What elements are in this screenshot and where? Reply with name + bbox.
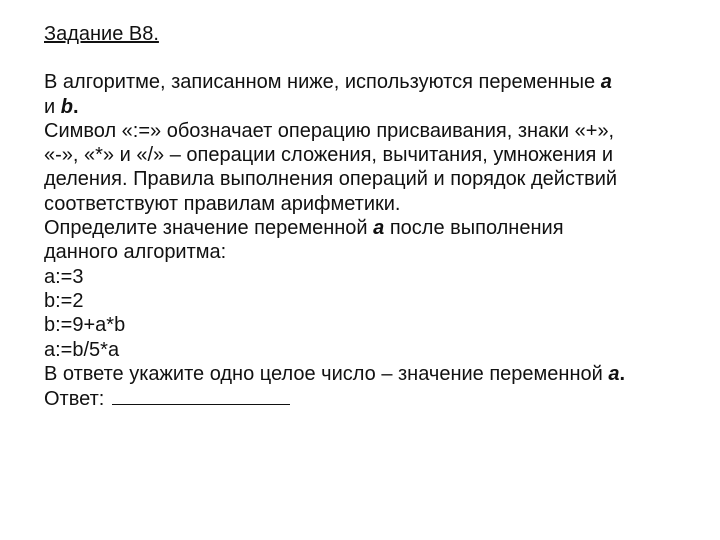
question-line-1 [44, 216, 694, 240]
answer-blank[interactable] [112, 386, 290, 405]
intro-text-2: и [44, 95, 61, 118]
code-line: b:=2 [44, 289, 84, 312]
question-line-2: данного алгоритма: [44, 241, 227, 264]
answer-line [44, 386, 694, 411]
intro-line-2 [44, 95, 694, 119]
task-title: Задание B8. [44, 23, 159, 45]
question-text-suffix: после выполнения [384, 217, 564, 240]
variable-a-instruction: a [608, 362, 620, 385]
answer-label: Ответ: [44, 388, 105, 411]
symbols-line-2: «-», «*» и «/» – операции сложения, вычитания, умножения и [44, 144, 614, 167]
variable-a: a [600, 71, 612, 94]
intro-period: . [72, 95, 79, 118]
code-line: b:=9+a*b [44, 314, 126, 337]
symbols-line-1: Символ «:=» обозначает операцию присваивания, знаки «+», [44, 119, 615, 142]
instruction-text: В ответе укажите одно целое число – значение переменной [44, 362, 609, 385]
symbols-line-3: деления. Правила выполнения операций и порядок действий [44, 168, 618, 191]
code-line: a:=b/5*a [44, 338, 120, 361]
variable-b: b [60, 95, 73, 118]
intro-line-1 [44, 70, 694, 94]
intro-text: В алгоритме, записанном ниже, используются переменные [44, 71, 601, 94]
variable-a-question: a [373, 217, 385, 240]
question-text: Определите значение переменной [44, 217, 374, 240]
instruction-period: . [619, 362, 626, 385]
symbols-line-4: соответствуют правилам арифметики. [44, 192, 401, 215]
code-line: a:=3 [44, 265, 84, 288]
task-content [44, 22, 694, 411]
instruction-line [44, 362, 694, 386]
